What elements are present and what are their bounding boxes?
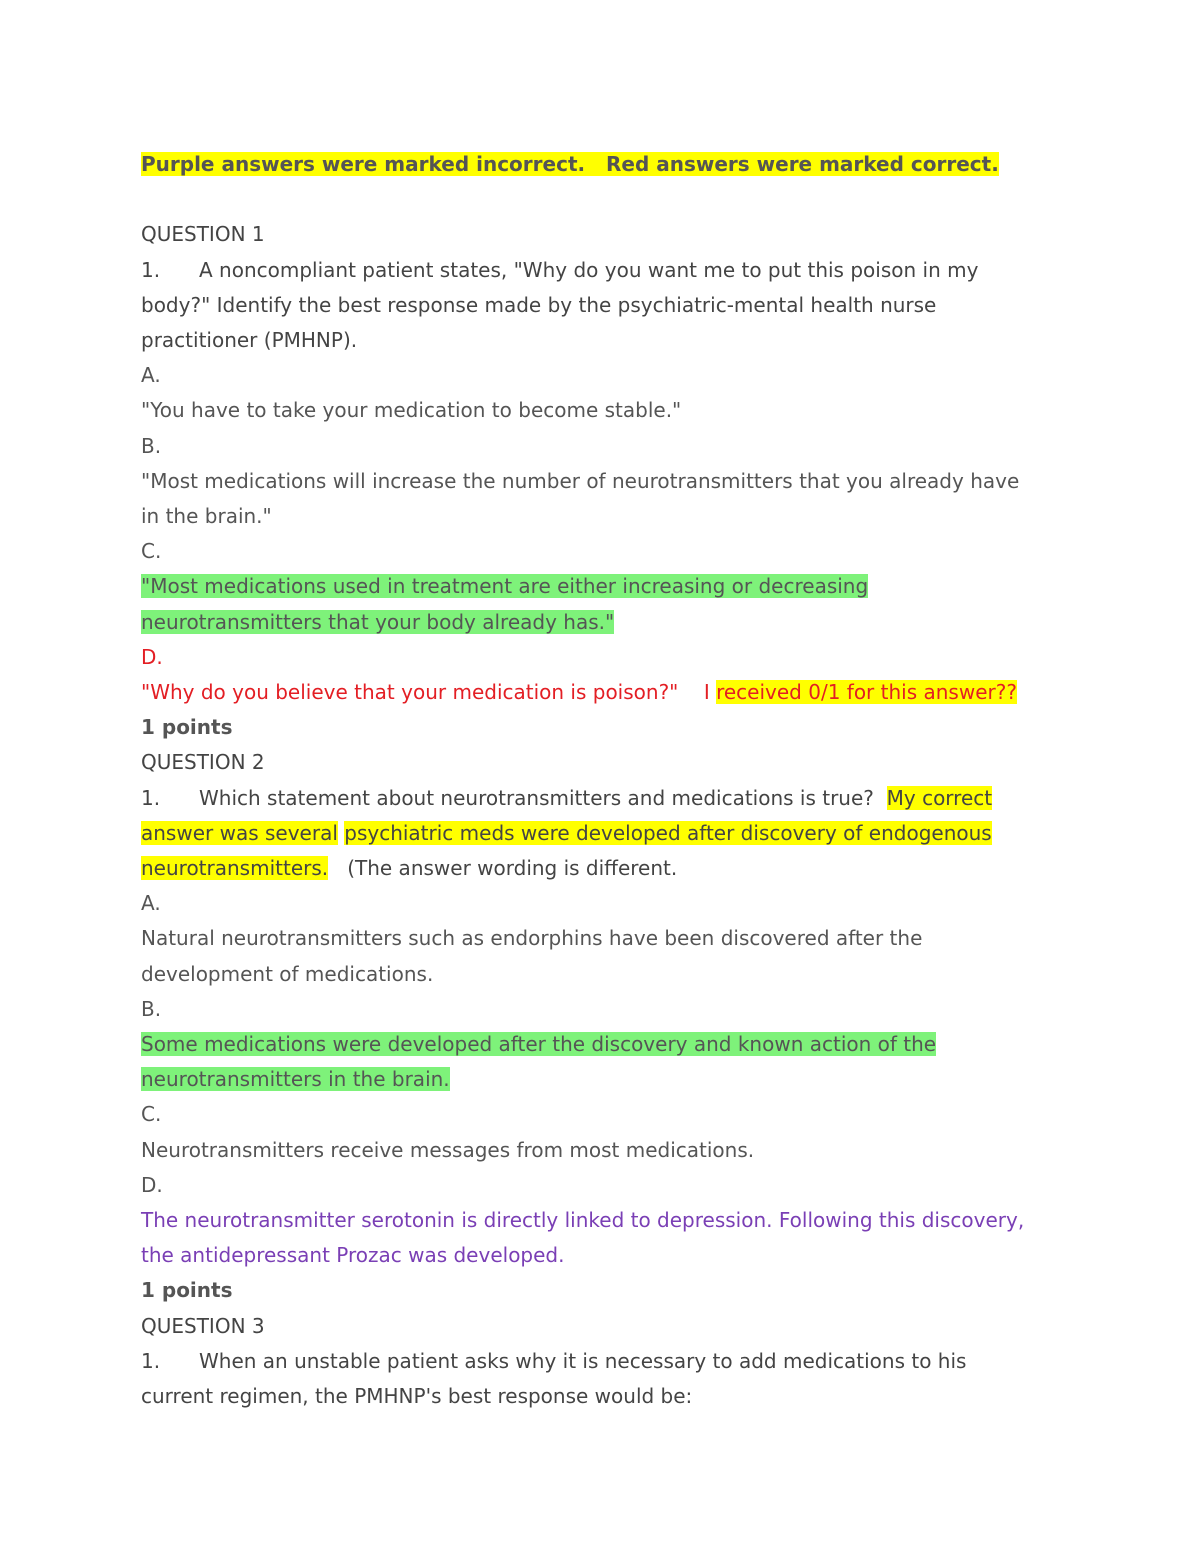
q2-option-b-line2-wrap <box>141 1062 1061 1097</box>
q1-option-b-letter: B. <box>141 433 162 458</box>
notice-incorrect: Purple answers were marked incorrect. <box>141 152 586 176</box>
question-2-points: 1 points <box>141 1278 233 1303</box>
q1-option-a-text: "You have to take your medication to become stable." <box>141 398 682 423</box>
q1-option-d-line <box>141 675 1061 710</box>
question-2-text-line2 <box>141 816 1061 851</box>
question-2-text-line1 <box>141 781 1061 816</box>
q1-option-a-letter: A. <box>141 363 161 388</box>
question-3-text-line2: current regimen, the PMHNP's best response would be: <box>141 1384 693 1409</box>
q1-option-c-text-line2: neurotransmitters that your body already has." <box>141 609 615 634</box>
question-1-text: A noncompliant patient states, "Why do you want me to put this poison in my <box>199 257 979 282</box>
q1-option-b-text-line1: "Most medications will increase the number of neurotransmitters that you already have <box>141 468 1020 493</box>
q2-option-c-text: Neurotransmitters receive messages from most medications. <box>141 1137 755 1162</box>
q1-note-prefix: I <box>703 680 710 705</box>
question-1-text-line2: body?" Identify the best response made by the psychiatric-mental health nurse <box>141 292 937 317</box>
q2-note-line1: My correct <box>886 785 993 810</box>
q1-option-c-text-line1: "Most medications used in treatment are either increasing or decreasing <box>141 574 869 599</box>
document-page <box>141 147 1061 1414</box>
q2-option-c-letter: C. <box>141 1102 162 1127</box>
q2-option-b-text-line1: Some medications were developed after the discovery and known action of the <box>141 1032 937 1057</box>
q1-option-d-text: "Why do you believe that your medication is poison?" <box>141 680 679 705</box>
q2-option-a-text-line1: Natural neurotransmitters such as endorphins have been discovered after the <box>141 926 923 951</box>
q1-note: received 0/1 for this answer?? <box>716 680 1017 705</box>
notice-correct: Red answers were marked correct. <box>606 152 999 176</box>
q2-note-line2a: answer was several <box>141 820 338 845</box>
notice-line <box>141 147 1061 182</box>
q2-option-a-text-line2: development of medications. <box>141 961 434 986</box>
q1-option-d-letter: D. <box>141 644 163 669</box>
q2-option-b-text-line2: neurotransmitters in the brain. <box>141 1067 450 1092</box>
q2-option-a-letter: A. <box>141 891 161 916</box>
spacer <box>141 182 1061 217</box>
q2-option-b-letter: B. <box>141 996 162 1021</box>
question-3-heading: QUESTION 3 <box>141 1313 265 1338</box>
question-1-number: 1. <box>141 257 161 282</box>
notice-spacer <box>585 152 606 176</box>
q2-note-line2b: psychiatric meds were developed after discovery of endogenous <box>344 820 992 845</box>
question-2-text-line3 <box>141 851 1061 886</box>
q1-option-c-letter: C. <box>141 539 162 564</box>
q2-option-b-line1-wrap <box>141 1027 1061 1062</box>
question-3-text: When an unstable patient asks why it is necessary to add medications to his <box>199 1348 967 1373</box>
q1-option-c-line1-wrap <box>141 569 1061 604</box>
question-2-number: 1. <box>141 785 161 810</box>
question-1-text-line1 <box>141 253 1061 288</box>
q2-note-line3b: (The answer wording is different. <box>347 856 678 881</box>
question-3-number: 1. <box>141 1348 161 1373</box>
q2-option-d-text-line2: the antidepressant Prozac was developed. <box>141 1243 565 1268</box>
q1-option-c-line2-wrap <box>141 605 1061 640</box>
q2-option-d-letter: D. <box>141 1172 163 1197</box>
question-3-text-line1 <box>141 1344 1061 1379</box>
question-1-text-line3: practitioner (PMHNP). <box>141 328 358 352</box>
q2-note-line3a: neurotransmitters. <box>141 856 329 881</box>
q2-option-d-text-line1: The neurotransmitter serotonin is directly linked to depression. Following this discovery, <box>141 1208 1025 1233</box>
q1-option-b-text-line2: in the brain." <box>141 504 272 529</box>
question-1-heading: QUESTION 1 <box>141 222 265 247</box>
question-2-text: Which statement about neurotransmitters and medications is true? <box>199 785 874 810</box>
question-1-points: 1 points <box>141 715 233 740</box>
question-2-heading: QUESTION 2 <box>141 750 265 775</box>
